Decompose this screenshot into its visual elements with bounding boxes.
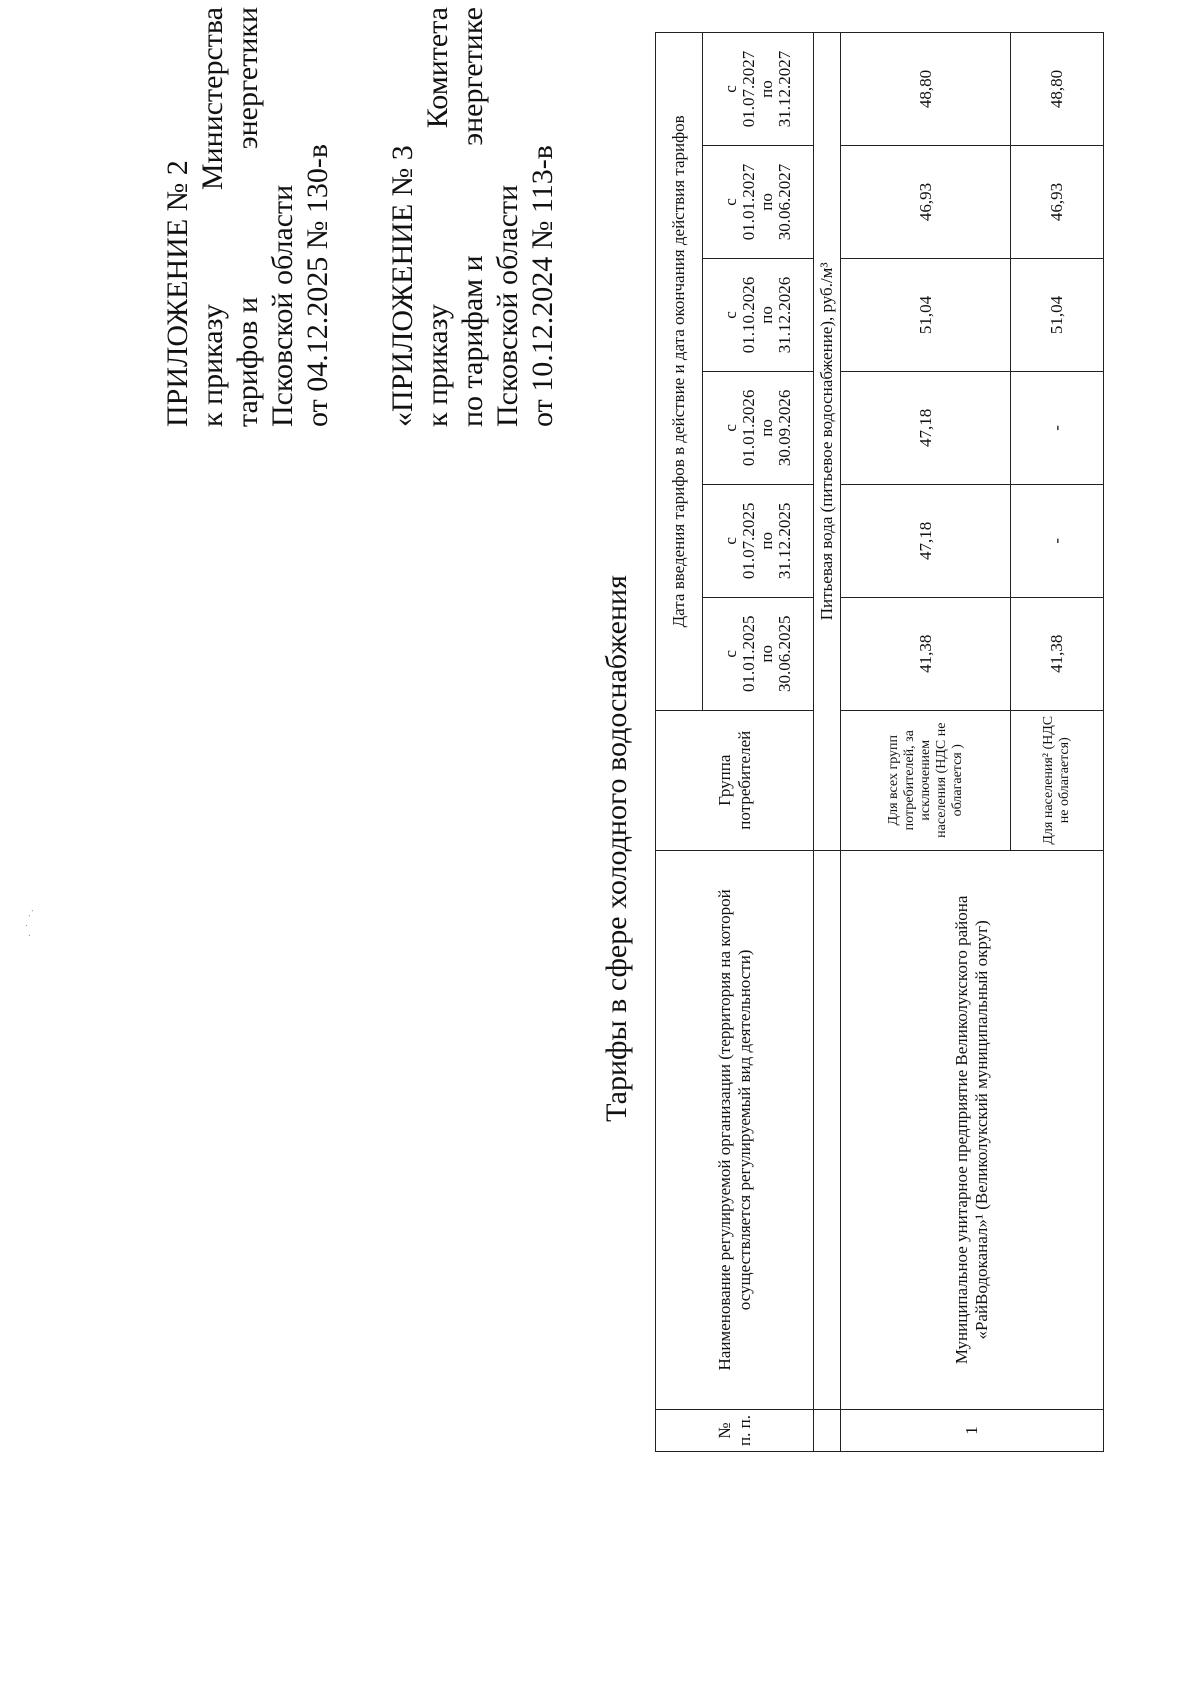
appendix-3-block <box>385 7 560 427</box>
table-row <box>841 33 1011 1452</box>
tariff-value: 41,38 <box>1011 597 1104 710</box>
scan-noise: · ˙ ·. <box>25 907 36 937</box>
appendix-3-line2-right: Комитета <box>421 7 454 129</box>
row-group: Для всех групп потребителей, за исключением населения (НДС не облагается ) <box>841 710 1011 850</box>
appendix-3-line4: Псковской области <box>491 184 524 427</box>
period-cell: с 01.10.2026 по 31.12.2026 <box>703 258 814 371</box>
header-org: Наименование регулируемой организации (территория на которой осуществляется регулируемый вид деятельности) <box>656 850 814 1409</box>
tariff-value: - <box>1011 371 1104 484</box>
tariff-value: 46,93 <box>841 146 1011 259</box>
appendix-3-line3-left: по тарифам и <box>456 255 489 427</box>
period-cell: с 01.07.2027 по 31.12.2027 <box>703 33 814 146</box>
appendix-3-line2-left: к приказу <box>421 304 454 427</box>
appendix-2-line3-right: энергетики <box>231 7 264 150</box>
tariff-value: 48,80 <box>841 33 1011 146</box>
appendix-2-block <box>160 7 335 427</box>
header-num: № п. п. <box>656 1410 814 1452</box>
appendix-2-line2-right: Министерства <box>196 7 229 191</box>
tariff-value: 46,93 <box>1011 146 1104 259</box>
row-org: Муниципальное унитарное предприятие Великолукского района «РайВодоканал»¹ (Великолукский муниципальный округ) <box>841 850 1104 1409</box>
tariff-value: 41,38 <box>841 597 1011 710</box>
tariff-value: 51,04 <box>841 258 1011 371</box>
row-num: 1 <box>841 1410 1104 1452</box>
appendix-2-date: от 04.12.2025 № 130-в <box>301 144 334 427</box>
section-row <box>814 33 841 1452</box>
tariff-value: 47,18 <box>841 371 1011 484</box>
tariff-value: 47,18 <box>841 484 1011 597</box>
appendix-2-line3-left: тарифов и <box>231 296 264 427</box>
period-cell: с 01.01.2027 по 30.06.2027 <box>703 146 814 259</box>
table-header-row <box>656 33 703 1452</box>
appendix-2-title: ПРИЛОЖЕНИЕ № 2 <box>161 160 194 427</box>
section-title: Питьевая вода (питьевое водоснабжение), руб./м³ <box>814 33 841 851</box>
header-group: Группа потребителей <box>656 710 814 850</box>
tariff-value: 48,80 <box>1011 33 1104 146</box>
header-dates: Дата введения тарифов в действие и дата окончания действия тарифов <box>656 33 703 711</box>
tariff-value: 51,04 <box>1011 258 1104 371</box>
period-cell: с 01.07.2025 по 31.12.2025 <box>703 484 814 597</box>
appendix-3-title: «ПРИЛОЖЕНИЕ № 3 <box>386 145 419 427</box>
appendix-3-line3-right: энергетике <box>456 7 489 146</box>
document-title: Тарифы в сфере холодного водоснабжения <box>600 575 633 1122</box>
tariff-value: - <box>1011 484 1104 597</box>
appendix-3-date: от 10.12.2024 № 113-в <box>526 145 559 427</box>
tariffs-table <box>655 32 1104 1452</box>
appendix-2-line4: Псковской области <box>266 184 299 427</box>
period-cell: с 01.01.2026 по 30.09.2026 <box>703 371 814 484</box>
row-group: Для населения² (НДС не облагается) <box>1011 710 1104 850</box>
appendix-2-line2-left: к приказу <box>196 304 229 427</box>
period-cell: с 01.01.2025 по 30.06.2025 <box>703 597 814 710</box>
